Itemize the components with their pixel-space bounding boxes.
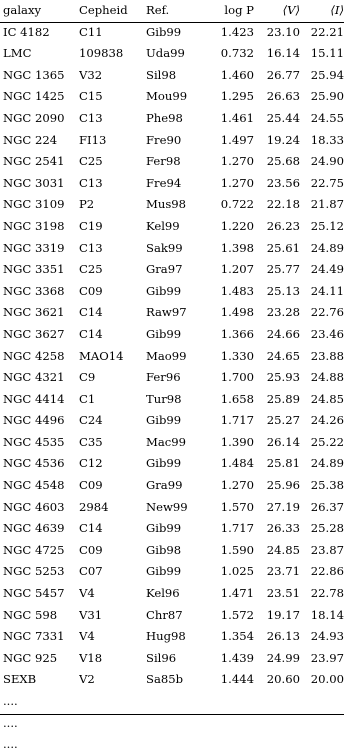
cell-mean-i: 23.97: [310, 650, 344, 665]
cell-mean-v: 25.44: [266, 110, 300, 125]
cell-mean-i: 20.00: [310, 672, 344, 687]
cell-mean-v: 19.24: [266, 132, 300, 147]
cell-mean-v: 26.23: [266, 218, 300, 233]
cell-galaxy: NGC 4548: [3, 478, 65, 493]
cell-galaxy: NGC 3627: [3, 326, 65, 341]
cell-mean-i: [300, 691, 344, 713]
cell-mean-i: 15.11: [310, 46, 344, 61]
cell-log-p: 1.025: [220, 564, 254, 579]
table-row: [0, 65, 344, 87]
table-row: [0, 281, 344, 303]
cell-mean-v: 25.96: [266, 478, 300, 493]
cell-ref: [146, 734, 206, 756]
table-row: [0, 540, 344, 562]
cell-mean-v: 23.71: [266, 564, 300, 579]
cell-galaxy: LMC: [3, 46, 32, 61]
cell-galaxy: NGC 3198: [3, 218, 65, 233]
cell-galaxy: NGC 3031: [3, 175, 65, 190]
table-row: [0, 324, 344, 346]
cell-mean-i: 22.75: [310, 175, 344, 190]
bottom-rule: [0, 714, 344, 715]
cell-mean-v: 25.61: [266, 240, 300, 255]
cell-log-p: 1.398: [220, 240, 254, 255]
cell-ref: Gib98: [146, 542, 182, 557]
cell-galaxy: NGC 4725: [3, 542, 65, 557]
cell-cepheid: MAO14: [79, 348, 124, 363]
cell-mean-v: 25.13: [266, 283, 300, 298]
table-row: [0, 238, 344, 260]
cell-cepheid: C24: [79, 413, 103, 428]
cell-mean-v: 23.51: [266, 586, 300, 601]
header-mean-i: ⟨I⟩: [330, 3, 344, 17]
cell-mean-v: 24.85: [266, 542, 300, 557]
cell-cepheid: C15: [79, 89, 103, 104]
cell-cepheid: V4: [79, 586, 95, 601]
cell-cepheid: V2: [79, 672, 95, 687]
cell-ref: Raw97: [146, 305, 187, 320]
cell-cepheid: C14: [79, 326, 103, 341]
cell-ref: Gib99: [146, 521, 182, 536]
cell-ref: Gra99: [146, 478, 183, 493]
cell-ref: Fre90: [146, 132, 182, 147]
cell-mean-i: 25.12: [310, 218, 344, 233]
cell-ref: Kel96: [146, 586, 180, 601]
table-row: [0, 453, 344, 475]
header-ref: Ref.: [146, 3, 170, 17]
cell-cepheid: V4: [79, 629, 95, 644]
cell-log-p: 1.717: [220, 521, 254, 536]
cell-ref: Gib99: [146, 564, 182, 579]
cell-cepheid: [79, 734, 146, 756]
cell-ref: Sak99: [146, 240, 183, 255]
cell-cepheid: C19: [79, 218, 103, 233]
table-header: [0, 0, 344, 22]
cell-ref: Gib99: [146, 283, 182, 298]
cell-log-p: 1.497: [220, 132, 254, 147]
table-row: [0, 194, 344, 216]
cell-mean-i: 24.93: [310, 629, 344, 644]
cell-mean-v: 25.89: [266, 391, 300, 406]
cell-galaxy: NGC 5457: [3, 586, 65, 601]
cell-log-p: 1.471: [220, 586, 254, 601]
cell-ref: Mao99: [146, 348, 187, 363]
cell-galaxy: IC 4182: [3, 24, 50, 39]
cell-mean-v: 27.19: [266, 499, 300, 514]
cell-mean-i: 24.89: [310, 240, 344, 255]
cell-galaxy: NGC 2090: [3, 110, 65, 125]
cell-log-p: 1.354: [220, 629, 254, 644]
table-row: [0, 561, 344, 583]
cell-mean-i: 23.88: [310, 348, 344, 363]
cell-mean-v: 19.17: [266, 607, 300, 622]
table-body: [0, 22, 344, 756]
cell-galaxy: NGC 4258: [3, 348, 65, 363]
cell-ref: Mus98: [146, 197, 187, 212]
cell-galaxy: NGC 598: [3, 607, 58, 622]
cell-mean-i: 23.46: [310, 326, 344, 341]
cell-mean-i: 22.78: [310, 586, 344, 601]
cell-log-p: [206, 734, 254, 756]
cell-log-p: 0.722: [220, 197, 254, 212]
cell-log-p: 1.366: [220, 326, 254, 341]
cell-ref: Gra97: [146, 262, 183, 277]
cell-mean-v: 25.93: [266, 370, 300, 385]
cell-cepheid: C14: [79, 521, 103, 536]
cell-mean-v: 16.14: [266, 46, 300, 61]
cell-mean-i: 25.90: [310, 89, 344, 104]
cell-log-p: 1.483: [220, 283, 254, 298]
cell-ref: Tur98: [146, 391, 182, 406]
cell-mean-i: 22.76: [310, 305, 344, 320]
cell-mean-v: 26.77: [266, 67, 300, 82]
cell-cepheid: [79, 691, 146, 713]
cell-mean-v: [254, 691, 300, 713]
cell-ref: Uda99: [146, 46, 185, 61]
cell-log-p: 1.330: [220, 348, 254, 363]
table-row: [0, 151, 344, 173]
cell-galaxy: NGC 4535: [3, 434, 65, 449]
table-row: [0, 108, 344, 130]
cell-mean-i: 25.94: [310, 67, 344, 82]
table-row: [0, 302, 344, 324]
cell-log-p: 1.461: [220, 110, 254, 125]
cell-mean-v: 26.63: [266, 89, 300, 104]
cell-ref: Gib99: [146, 456, 182, 471]
cell-galaxy: NGC 3109: [3, 197, 65, 212]
table-row: [0, 583, 344, 605]
cell-cepheid: 109838: [79, 46, 124, 61]
cell-log-p: 1.444: [220, 672, 254, 687]
cell-mean-i: 24.55: [310, 110, 344, 125]
cell-ref: Gib99: [146, 326, 182, 341]
cell-galaxy: NGC 5253: [3, 564, 65, 579]
cell-ref: Mac99: [146, 434, 187, 449]
cell-mean-v: 26.33: [266, 521, 300, 536]
cell-log-p: 1.270: [220, 154, 254, 169]
cell-ref: Chr87: [146, 607, 183, 622]
cell-mean-i: 26.37: [310, 499, 344, 514]
table-row: [0, 432, 344, 454]
cell-mean-i: [300, 734, 344, 756]
header-row: [0, 0, 344, 22]
table-row: [0, 43, 344, 65]
cell-log-p: 1.460: [220, 67, 254, 82]
table-row: [0, 22, 344, 44]
cell-galaxy: SEXB: [3, 672, 37, 687]
cell-mean-v: 26.13: [266, 629, 300, 644]
cell-mean-v: 23.56: [266, 175, 300, 190]
cell-log-p: 1.220: [220, 218, 254, 233]
cell-ref: Gib99: [146, 413, 182, 428]
cell-galaxy: NGC 3351: [3, 262, 65, 277]
cell-cepheid: C1: [79, 391, 96, 406]
cell-cepheid: C13: [79, 175, 103, 190]
cell-galaxy: ....: [3, 715, 18, 730]
cell-galaxy: NGC 2541: [3, 154, 65, 169]
cell-galaxy: NGC 4603: [3, 499, 65, 514]
table-row: [0, 173, 344, 195]
cell-galaxy: ....: [3, 737, 18, 752]
cell-mean-v: 24.66: [266, 326, 300, 341]
table-row: [0, 669, 344, 691]
cell-mean-v: 24.65: [266, 348, 300, 363]
cell-ref: Gib99: [146, 24, 182, 39]
cell-cepheid: C13: [79, 240, 103, 255]
cell-mean-v: 23.10: [266, 24, 300, 39]
cell-mean-i: 25.38: [310, 478, 344, 493]
cell-mean-v: 24.99: [266, 650, 300, 665]
cell-mean-i: 25.22: [310, 434, 344, 449]
cell-cepheid: C14: [79, 305, 103, 320]
table-row: [0, 691, 344, 713]
cell-galaxy: NGC 4321: [3, 370, 65, 385]
cell-mean-i: 18.33: [310, 132, 344, 147]
table-row: [0, 346, 344, 368]
cell-ref: Hug98: [146, 629, 186, 644]
cell-mean-i: 24.90: [310, 154, 344, 169]
cell-log-p: 1.270: [220, 175, 254, 190]
table-row: [0, 734, 344, 756]
cell-cepheid: C25: [79, 262, 103, 277]
cell-mean-v: 23.28: [266, 305, 300, 320]
cell-cepheid: FI13: [79, 132, 107, 147]
table-row: [0, 626, 344, 648]
cell-log-p: 1.717: [220, 413, 254, 428]
cell-galaxy: NGC 7331: [3, 629, 65, 644]
cell-log-p: 1.270: [220, 478, 254, 493]
cell-log-p: [206, 691, 254, 713]
cell-galaxy: NGC 1425: [3, 89, 65, 104]
cell-log-p: 1.484: [220, 456, 254, 471]
cell-ref: Fer96: [146, 370, 181, 385]
cell-cepheid: C35: [79, 434, 103, 449]
table-row: [0, 389, 344, 411]
table-row: [0, 367, 344, 389]
cell-cepheid: C25: [79, 154, 103, 169]
cell-cepheid: C12: [79, 456, 103, 471]
cell-ref: Sa85b: [146, 672, 184, 687]
cell-log-p: 1.590: [220, 542, 254, 557]
cell-cepheid: V18: [79, 650, 103, 665]
table-row: [0, 605, 344, 627]
cell-galaxy: NGC 4414: [3, 391, 65, 406]
header-mean-v: ⟨V⟩: [282, 3, 300, 17]
cell-mean-v: 25.68: [266, 154, 300, 169]
cell-galaxy: ....: [3, 694, 18, 708]
cell-log-p: 1.439: [220, 650, 254, 665]
cell-cepheid: C09: [79, 478, 103, 493]
cell-mean-i: 21.87: [310, 197, 344, 212]
cell-galaxy: NGC 3319: [3, 240, 65, 255]
header-log-p: log P: [224, 3, 254, 17]
table-row: [0, 475, 344, 497]
cell-mean-i: 22.21: [310, 24, 344, 39]
cell-mean-i: 24.89: [310, 456, 344, 471]
cell-ref: Sil98: [146, 67, 177, 82]
cell-galaxy: NGC 224: [3, 132, 58, 147]
table-row: [0, 259, 344, 281]
cell-log-p: 1.658: [220, 391, 254, 406]
cell-mean-i: 23.87: [310, 542, 344, 557]
cell-galaxy: NGC 4536: [3, 456, 65, 471]
cell-mean-v: [254, 734, 300, 756]
cell-log-p: 1.423: [220, 24, 254, 39]
cell-ref: Fre94: [146, 175, 182, 190]
cell-mean-i: 24.85: [310, 391, 344, 406]
cell-cepheid: V32: [79, 67, 103, 82]
cell-mean-i: 25.28: [310, 521, 344, 536]
cell-log-p: 1.498: [220, 305, 254, 320]
cell-ref: New99: [146, 499, 188, 514]
cell-galaxy: NGC 4496: [3, 413, 65, 428]
cell-cepheid: C11: [79, 24, 103, 39]
cell-cepheid: C09: [79, 283, 103, 298]
cell-mean-i: 22.86: [310, 564, 344, 579]
cell-galaxy: NGC 3621: [3, 305, 65, 320]
cell-cepheid: P2: [79, 197, 95, 212]
table-row: [0, 497, 344, 519]
cell-mean-v: 26.14: [266, 434, 300, 449]
cell-galaxy: NGC 4639: [3, 521, 65, 536]
cell-ref: Mou99: [146, 89, 188, 104]
cell-ref: Fer98: [146, 154, 181, 169]
cell-log-p: 1.570: [220, 499, 254, 514]
cell-cepheid: C09: [79, 542, 103, 557]
table-row: [0, 86, 344, 108]
cell-log-p: 0.732: [220, 46, 254, 61]
cell-mean-v: 22.18: [266, 197, 300, 212]
header-galaxy: galaxy: [3, 3, 42, 17]
cell-mean-i: 24.11: [310, 283, 344, 298]
cell-galaxy: NGC 925: [3, 650, 58, 665]
cell-cepheid: V31: [79, 607, 103, 622]
cell-cepheid: C9: [79, 370, 96, 385]
table-row: [0, 216, 344, 238]
cell-cepheid: C07: [79, 564, 103, 579]
cell-galaxy: NGC 3368: [3, 283, 65, 298]
cell-log-p: 1.390: [220, 434, 254, 449]
cell-ref: [146, 691, 206, 713]
cell-mean-v: 20.60: [266, 672, 300, 687]
cell-mean-i: 24.26: [310, 413, 344, 428]
cell-mean-i: 18.14: [310, 607, 344, 622]
table-row: [0, 518, 344, 540]
cell-ref: Sil96: [146, 650, 177, 665]
cell-mean-i: 24.88: [310, 370, 344, 385]
cell-galaxy: NGC 1365: [3, 67, 65, 82]
cell-mean-i: 24.49: [310, 262, 344, 277]
table-row: [0, 410, 344, 432]
table-row: [0, 648, 344, 670]
cell-ref: Kel99: [146, 218, 180, 233]
cell-ref: Phe98: [146, 110, 183, 125]
cell-log-p: 1.572: [220, 607, 254, 622]
cell-cepheid: 2984: [79, 499, 109, 514]
cell-log-p: 1.700: [220, 370, 254, 385]
cell-mean-v: 25.27: [266, 413, 300, 428]
table-row: [0, 130, 344, 152]
cell-log-p: 1.207: [220, 262, 254, 277]
cell-log-p: 1.295: [220, 89, 254, 104]
cell-mean-v: 25.81: [266, 456, 300, 471]
cell-mean-v: 25.77: [266, 262, 300, 277]
header-cepheid: Cepheid: [79, 3, 128, 17]
cell-cepheid: C13: [79, 110, 103, 125]
